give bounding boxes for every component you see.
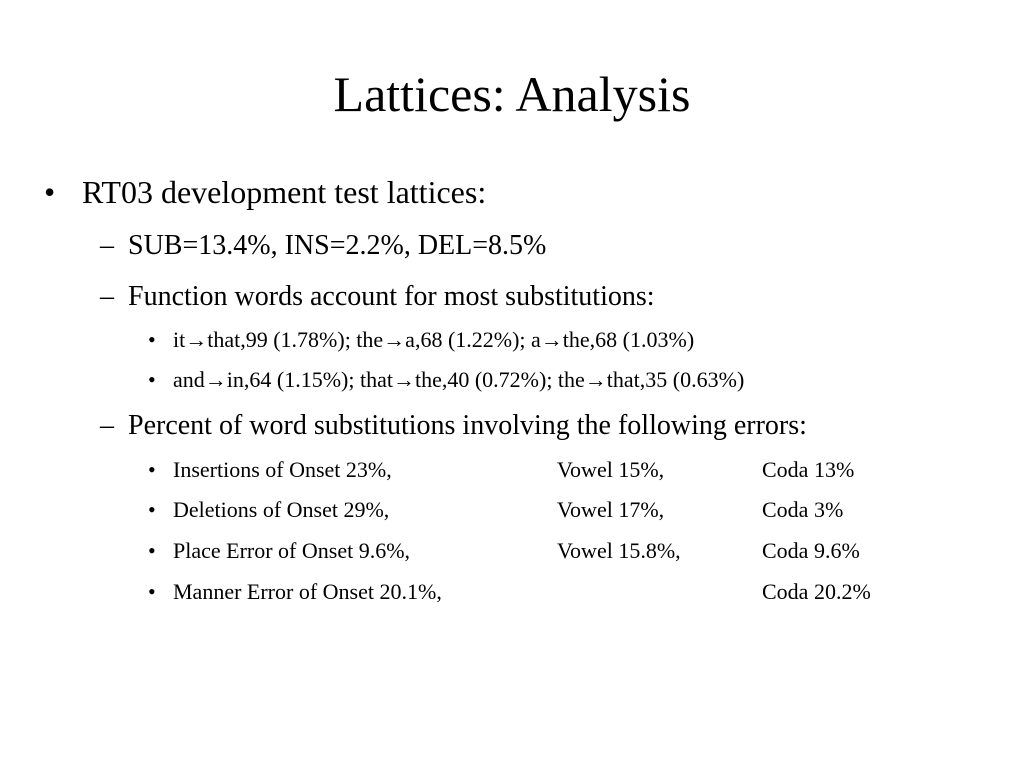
substitution-list-item: it→that,99 (1.78%); the→a,68 (1.22%); a→the,68 (1.03%) [173,327,695,352]
vowel-value: Vowel 15.8%, [557,538,681,563]
onset-value: Insertions of Onset 23%, [173,457,392,482]
bullet-marker: • [148,497,156,522]
onset-value: Manner Error of Onset 20.1%, [173,579,442,604]
coda-value: Coda 20.2% [762,579,871,604]
function-words-item: Function words account for most substitutions: [128,281,655,312]
main-bullet-text: RT03 development test lattices: [82,174,487,210]
bullet-marker: • [148,367,156,392]
onset-value: Deletions of Onset 29%, [173,497,390,522]
dash-marker: – [100,281,114,312]
dash-marker: – [100,230,114,261]
coda-value: Coda 9.6% [762,538,860,563]
bullet-marker: • [148,579,156,604]
error-rates-item: SUB=13.4%, INS=2.2%, DEL=8.5% [128,230,547,261]
bullet-marker: • [148,327,156,352]
bullet-marker: • [148,457,156,482]
substitution-list-item: and→in,64 (1.15%); that→the,40 (0.72%); the→that,35 (0.63%) [173,367,745,392]
coda-value: Coda 3% [762,497,844,522]
vowel-value: Vowel 15%, [557,457,665,482]
vowel-value: Vowel 17%, [557,497,665,522]
bullet-marker: • [148,538,156,563]
onset-value: Place Error of Onset 9.6%, [173,538,411,563]
coda-value: Coda 13% [762,457,855,482]
bullet-marker: • [44,174,56,210]
dash-marker: – [100,410,114,441]
slide-title: Lattices: Analysis [333,66,691,122]
error-percent-item: Percent of word substitutions involving the following errors: [128,410,807,441]
